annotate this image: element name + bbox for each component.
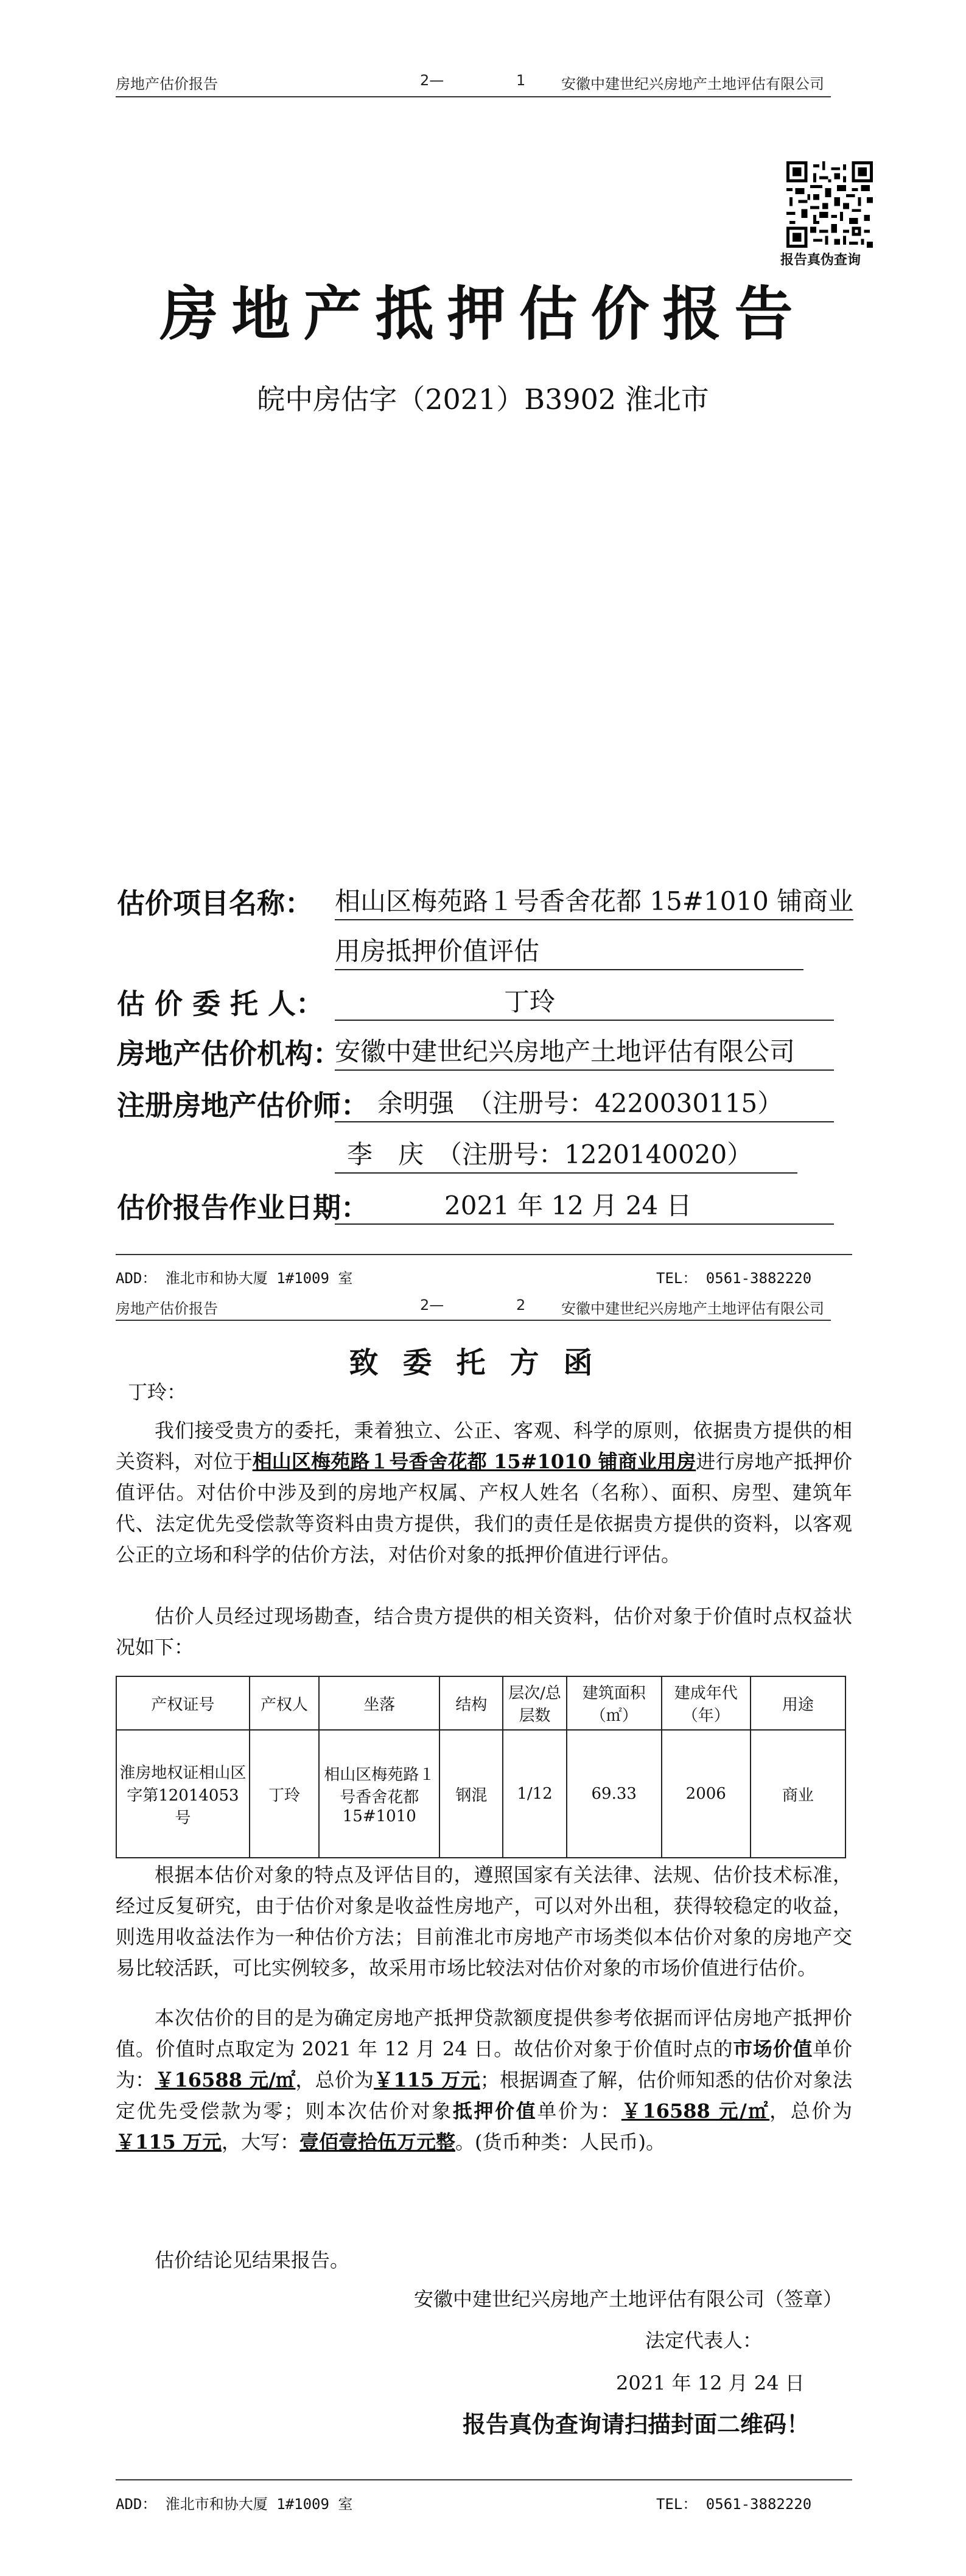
paragraph-1: 我们接受贵方的委托，秉着独立、公正、客观、科学的原则，依据贵方提供的相关资料，对位于相山区梅苑路１号香舍花都 15#1010 铺商业用房进行房地产抵押价值评估。对估价中涉及到的房地产权属、产权人姓名（名称）、面积、房型、建筑年代、法定优先受偿款等资料由贵方提供，我们的责任是依据贵方提供的资料，以客观公正的立场和科学的估价方法，对估价对象的抵押价值进行评估。 xyxy=(116,1419,852,1566)
page1-footer-address: ADD： 淮北市和协大厦 1#1009 室 xyxy=(116,1270,353,1287)
paragraph-4: 本次估价的目的是为确定房地产抵押贷款额度提供参考依据而评估房地产抵押价值。价值时点取定为 2021 年 12 月 24 日。故估价对象于价值时点的市场价值单价为：￥16588 元/㎡，总价为￥115 万元；根据调查了解，估价师知悉的估价对象法定优先受偿款为零；则本次估价对象抵押价值单价为：￥16588 元/㎡，总价为￥115 万元，大写：壹佰壹拾伍万元整。(货币种类：人民币)。 xyxy=(116,2006,852,2154)
appraiser-1: 余明强 （注册号：4220030115） xyxy=(335,1083,834,1122)
mortgage-total-price: ￥115 万元 xyxy=(116,2130,222,2154)
page2-footer-tel: TEL： 0561-3882220 xyxy=(656,2496,812,2513)
table-cell: 1/12 xyxy=(503,1730,566,1858)
signature-legal-rep: 法定代表人： xyxy=(645,2329,763,2352)
table-header-cell: 产权人 xyxy=(250,1676,320,1730)
client-value: 丁玲 xyxy=(335,982,834,1021)
signature-date: 2021 年 12 月 24 日 xyxy=(616,2371,805,2395)
paragraph-3: 根据本估价对象的特点及评估目的，遵照国家有关法律、法规、估价技术标准，经过反复研究，由于估价对象是收益性房地产，可以对外出租，获得较稳定的收益，则选用收益法作为一种估价方法；目前淮北市房地产市场类似本估价对象的房地产交易比较活跃，可比实例较多，故采用市场比较法对估价对象的市场价值进行估价。 xyxy=(116,1863,852,1979)
page1-header-page-prefix: 2— xyxy=(420,72,444,89)
page2-header-right: 安徽中建世纪兴房地产土地评估有限公司 xyxy=(561,1300,824,1317)
page1-footer-rule xyxy=(116,1254,852,1255)
agency-value: 安徽中建世纪兴房地产土地评估有限公司 xyxy=(335,1032,834,1071)
paragraph-5: 估价结论见结果报告。 xyxy=(155,2249,350,2272)
verify-note: 报告真伪查询请扫描封面二维码！ xyxy=(463,2411,810,2438)
table-cell: 相山区梅苑路１号香舍花都 15#1010 xyxy=(319,1730,439,1858)
table-header-cell: 建筑面积（㎡） xyxy=(567,1676,662,1730)
project-name-value-line1: 相山区梅苑路１号香舍花都 15#1010 铺商业 xyxy=(335,881,853,920)
table-header-row xyxy=(116,1676,845,1730)
paragraph-2: 估价人员经过现场勘查，结合贵方提供的相关资料，估价对象于价值时点权益状况如下： xyxy=(116,1605,852,1659)
property-address-emphasis: 相山区梅苑路１号香舍花都 15#1010 铺商业用房 xyxy=(252,1450,696,1473)
amount-in-words: 壹佰壹拾伍万元整 xyxy=(299,2130,455,2154)
work-date-value: 2021 年 12 月 24 日 xyxy=(335,1186,834,1225)
page1-header-left: 房地产估价报告 xyxy=(116,75,218,93)
agency-label: 房地产估价机构： xyxy=(117,1037,341,1070)
page1-header-rule xyxy=(116,96,831,97)
project-name-value-line2: 用房抵押价值评估 xyxy=(335,931,803,970)
page1-header-right: 安徽中建世纪兴房地产土地评估有限公司 xyxy=(561,75,824,93)
page2-header-left: 房地产估价报告 xyxy=(116,1300,218,1317)
table-header-cell: 结构 xyxy=(439,1676,503,1730)
table-header-cell: 用途 xyxy=(751,1676,845,1730)
table-cell: 钢混 xyxy=(439,1730,503,1858)
table-cell: 商业 xyxy=(751,1730,845,1858)
letter-title: 致委托方函 xyxy=(349,1346,617,1380)
salutation: 丁玲： xyxy=(128,1381,187,1404)
report-doc-number: 皖中房估字（2021）B3902 淮北市 xyxy=(257,383,709,416)
page1-footer-tel: TEL： 0561-3882220 xyxy=(656,1270,812,1287)
page2-header-page-prefix: 2— xyxy=(420,1297,444,1314)
page2-footer-rule xyxy=(116,2479,852,2480)
work-date-label: 估价报告作业日期： xyxy=(117,1191,369,1224)
property-table xyxy=(116,1676,846,1858)
qr-code-icon xyxy=(786,161,873,248)
appraiser-2: 李 庆 （注册号：1220140020） xyxy=(335,1135,797,1174)
table-cell: 淮房地权证相山区字第12014053 号 xyxy=(116,1730,250,1858)
table-header-cell: 坐落 xyxy=(319,1676,439,1730)
table-header-cell: 产权证号 xyxy=(116,1676,250,1730)
table-header-cell: 层次/总层数 xyxy=(503,1676,566,1730)
table-cell: 2006 xyxy=(662,1730,751,1858)
mortgage-unit-price: ￥16588 元/㎡ xyxy=(621,2099,770,2123)
appraiser-label: 注册房地产估价师： xyxy=(117,1089,369,1122)
client-label: 估 价 委 托 人： xyxy=(117,987,324,1020)
report-title: 房地产抵押估价报告 xyxy=(159,280,807,348)
market-unit-price: ￥16588 元/㎡ xyxy=(155,2068,296,2091)
page2-header-page-num: 2 xyxy=(516,1297,526,1314)
page1-header-page-num: 1 xyxy=(516,72,526,89)
market-total-price: ￥115 万元 xyxy=(374,2068,480,2091)
qr-caption: 报告真伪查询 xyxy=(780,253,861,268)
page2-footer-address: ADD： 淮北市和协大厦 1#1009 室 xyxy=(116,2496,353,2513)
page2-header-rule xyxy=(116,1320,831,1321)
table-row xyxy=(116,1730,845,1858)
table-cell: 丁玲 xyxy=(250,1730,320,1858)
table-cell: 69.33 xyxy=(567,1730,662,1858)
signature-company: 安徽中建世纪兴房地产土地评估有限公司（签章） xyxy=(414,2287,843,2311)
table-header-cell: 建成年代（年） xyxy=(662,1676,751,1730)
project-name-label: 估价项目名称： xyxy=(117,887,313,920)
